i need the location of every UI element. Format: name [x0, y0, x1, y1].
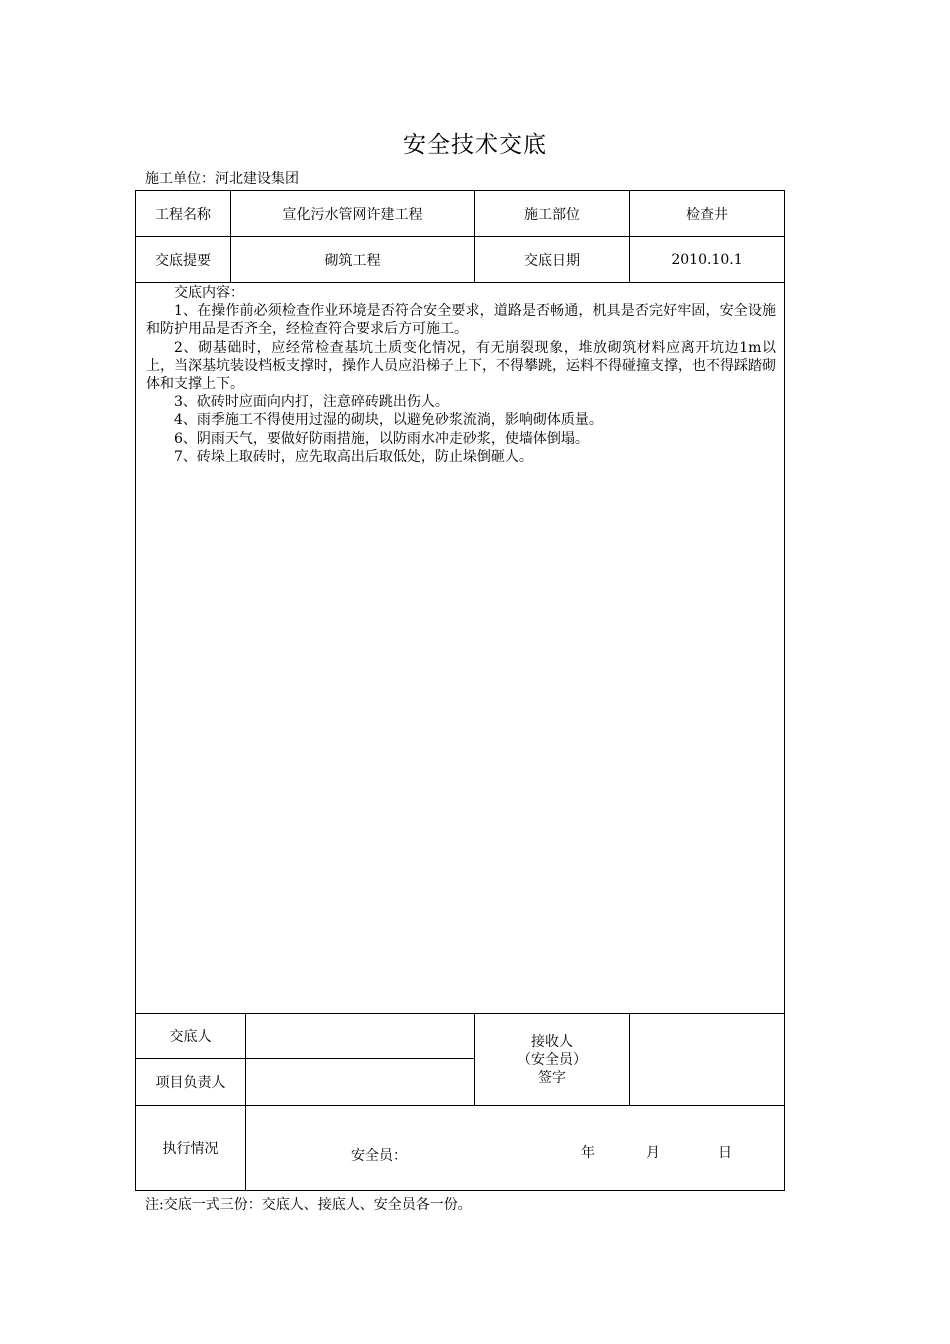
receiver-label-line3: 签字	[538, 1069, 566, 1086]
content-item: 7、砖垛上取砖时，应先取高出后取低处，防止垛倒砸人。	[174, 448, 533, 465]
project-name-label: 工程名称	[136, 191, 231, 237]
discloser-label: 交底人	[136, 1014, 246, 1059]
table-row-execution	[136, 1106, 785, 1191]
construction-part-value: 检查井	[630, 191, 785, 237]
execution-label: 执行情况	[136, 1106, 246, 1191]
discloser-signature-field[interactable]	[246, 1014, 475, 1059]
table-row-project	[136, 191, 785, 237]
receiver-label	[475, 1014, 630, 1106]
construction-unit-label: 施工单位：	[145, 171, 215, 187]
safety-officer-label: 安全员：	[351, 1147, 407, 1164]
receiver-signature-field[interactable]	[630, 1014, 785, 1106]
receiver-label-line1: 接收人	[531, 1033, 573, 1050]
disclosure-content	[136, 283, 785, 1014]
construction-unit-value: 河北建设集团	[215, 171, 299, 187]
project-manager-label: 项目负责人	[136, 1059, 246, 1106]
disclosure-form-table	[135, 190, 785, 1191]
construction-unit	[145, 168, 299, 188]
footnote: 注:交底一式三份：交底人、接底人、安全员各一份。	[145, 1197, 472, 1213]
project-manager-signature-field[interactable]	[246, 1059, 475, 1106]
content-heading: 交底内容：	[174, 285, 244, 301]
construction-part-label: 施工部位	[475, 191, 630, 237]
summary-label: 交底提要	[136, 237, 231, 283]
month-label: 月	[646, 1145, 660, 1162]
disclosure-date-label: 交底日期	[475, 237, 630, 283]
content-item: 3、砍砖时应面向内打，注意碎砖跳出伤人。	[174, 394, 449, 411]
disclosure-date-value: 2010.10.1	[630, 237, 785, 283]
table-row-discloser	[136, 1014, 785, 1059]
summary-value: 砌筑工程	[231, 237, 475, 283]
project-name-value: 宣化污水管网许建工程	[231, 191, 475, 237]
table-row-content	[136, 283, 785, 1014]
day-label: 日	[718, 1145, 732, 1162]
page-title: 安全技术交底	[403, 132, 547, 158]
content-item: 1、在操作前必须检查作业环境是否符合安全要求，道路是否畅通，机具是否完好牢固，安全设施和防护用品是否齐全，经检查符合要求后方可施工。	[146, 303, 776, 338]
execution-field[interactable]	[246, 1106, 785, 1191]
receiver-label-line2: （安全员）	[517, 1051, 587, 1068]
table-row-summary	[136, 237, 785, 283]
content-item: 4、雨季施工不得使用过湿的砌块，以避免砂浆流淌，影响砌体质量。	[174, 412, 603, 429]
content-item: 6、阴雨天气，要做好防雨措施，以防雨水冲走砂浆，使墙体倒塌。	[174, 430, 589, 447]
content-item: 2、砌基础时，应经常检查基坑土质变化情况，有无崩裂现象，堆放砌筑材料应离开坑边1m以上，当深基坑装设档板支撑时，操作人员应沿梯子上下，不得攀跳，运料不得碰撞支撑，也不得踩踏砌体和支撑上下。	[146, 339, 776, 393]
year-label: 年	[581, 1145, 595, 1162]
